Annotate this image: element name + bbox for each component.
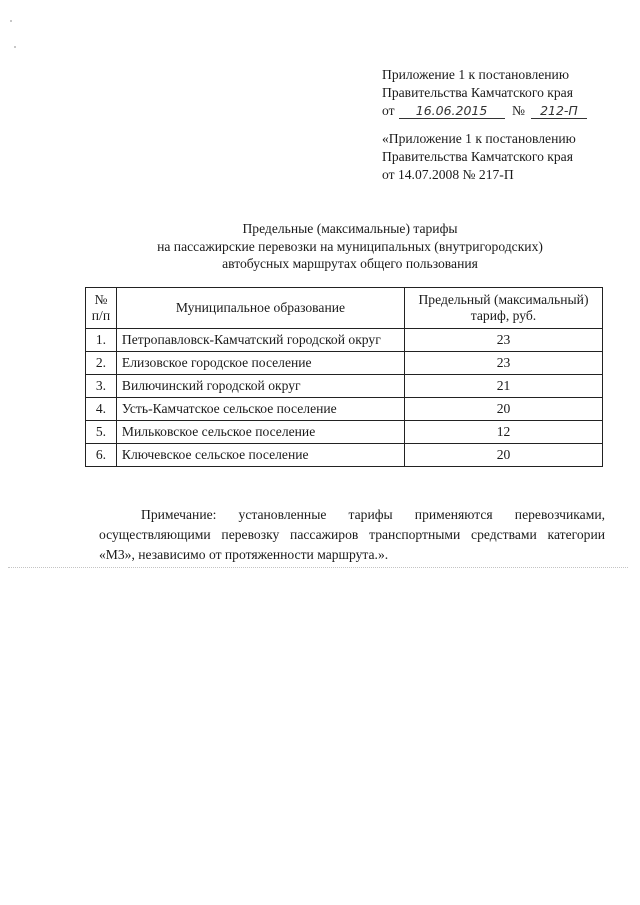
row-num: 4. — [86, 398, 117, 421]
table-row — [86, 444, 603, 467]
row-municipality: Елизовское городское поселение — [116, 352, 404, 375]
date-prefix: от — [382, 103, 395, 118]
document-title — [100, 220, 600, 273]
date-value: 16.06.2015 — [399, 104, 505, 119]
header-tariff — [404, 288, 602, 329]
header-num — [86, 288, 117, 329]
table-row — [86, 398, 603, 421]
scan-artifact-line — [8, 567, 628, 568]
number-value: 212-П — [531, 104, 587, 119]
header-municipality: Муниципальное образование — [116, 288, 404, 329]
appendix-line-1: Приложение 1 к постановлению — [382, 67, 569, 82]
title-line-3: автобусных маршрутах общего пользования — [222, 256, 478, 271]
scan-speck — [14, 46, 16, 48]
title-line-2: на пассажирские перевозки на муниципальных (внутригородских) — [157, 238, 543, 254]
table-header-row — [86, 288, 603, 329]
row-num: 1. — [86, 329, 117, 352]
number-prefix: № — [511, 103, 525, 118]
appendix-prev-line-1: «Приложение 1 к постановлению — [382, 131, 576, 146]
appendix-date-line — [382, 102, 617, 120]
title-line-1: Предельные (максимальные) тарифы — [242, 221, 458, 236]
row-num: 5. — [86, 421, 117, 444]
note-paragraph: Примечание: установленные тарифы применяются перевозчиками, осуществляющими перевозку пассажиров транспортными средствами категории «М3», независимо от протяженности маршрута.». — [99, 507, 605, 562]
row-municipality: Ключевское сельское поселение — [116, 444, 404, 467]
row-num: 6. — [86, 444, 117, 467]
table-row — [86, 375, 603, 398]
table-row — [86, 421, 603, 444]
scan-speck — [10, 20, 12, 22]
row-municipality: Петропавловск-Камчатский городской округ — [116, 329, 404, 352]
table-row — [86, 329, 603, 352]
appendix-header-previous — [382, 130, 617, 184]
header-tariff-line-1: Предельный (максимальный) — [418, 292, 589, 307]
row-tariff: 23 — [404, 352, 602, 375]
tariff-table — [85, 287, 603, 467]
row-tariff: 21 — [404, 375, 602, 398]
row-municipality: Вилючинский городской округ — [116, 375, 404, 398]
row-num: 3. — [86, 375, 117, 398]
header-tariff-line-2: тариф, руб. — [470, 308, 537, 323]
appendix-prev-line-3: от 14.07.2008 № 217-П — [382, 167, 514, 182]
row-num: 2. — [86, 352, 117, 375]
table-row — [86, 352, 603, 375]
row-tariff: 20 — [404, 444, 602, 467]
row-tariff: 23 — [404, 329, 602, 352]
row-municipality: Мильковское сельское поселение — [116, 421, 404, 444]
row-municipality: Усть-Камчатское сельское поселение — [116, 398, 404, 421]
row-tariff: 20 — [404, 398, 602, 421]
header-num-line-2: п/п — [91, 308, 111, 323]
appendix-header-current — [382, 66, 617, 120]
header-num-line-1: № — [94, 292, 108, 307]
row-tariff: 12 — [404, 421, 602, 444]
appendix-prev-line-2: Правительства Камчатского края — [382, 149, 573, 164]
appendix-line-2: Правительства Камчатского края — [382, 85, 573, 100]
